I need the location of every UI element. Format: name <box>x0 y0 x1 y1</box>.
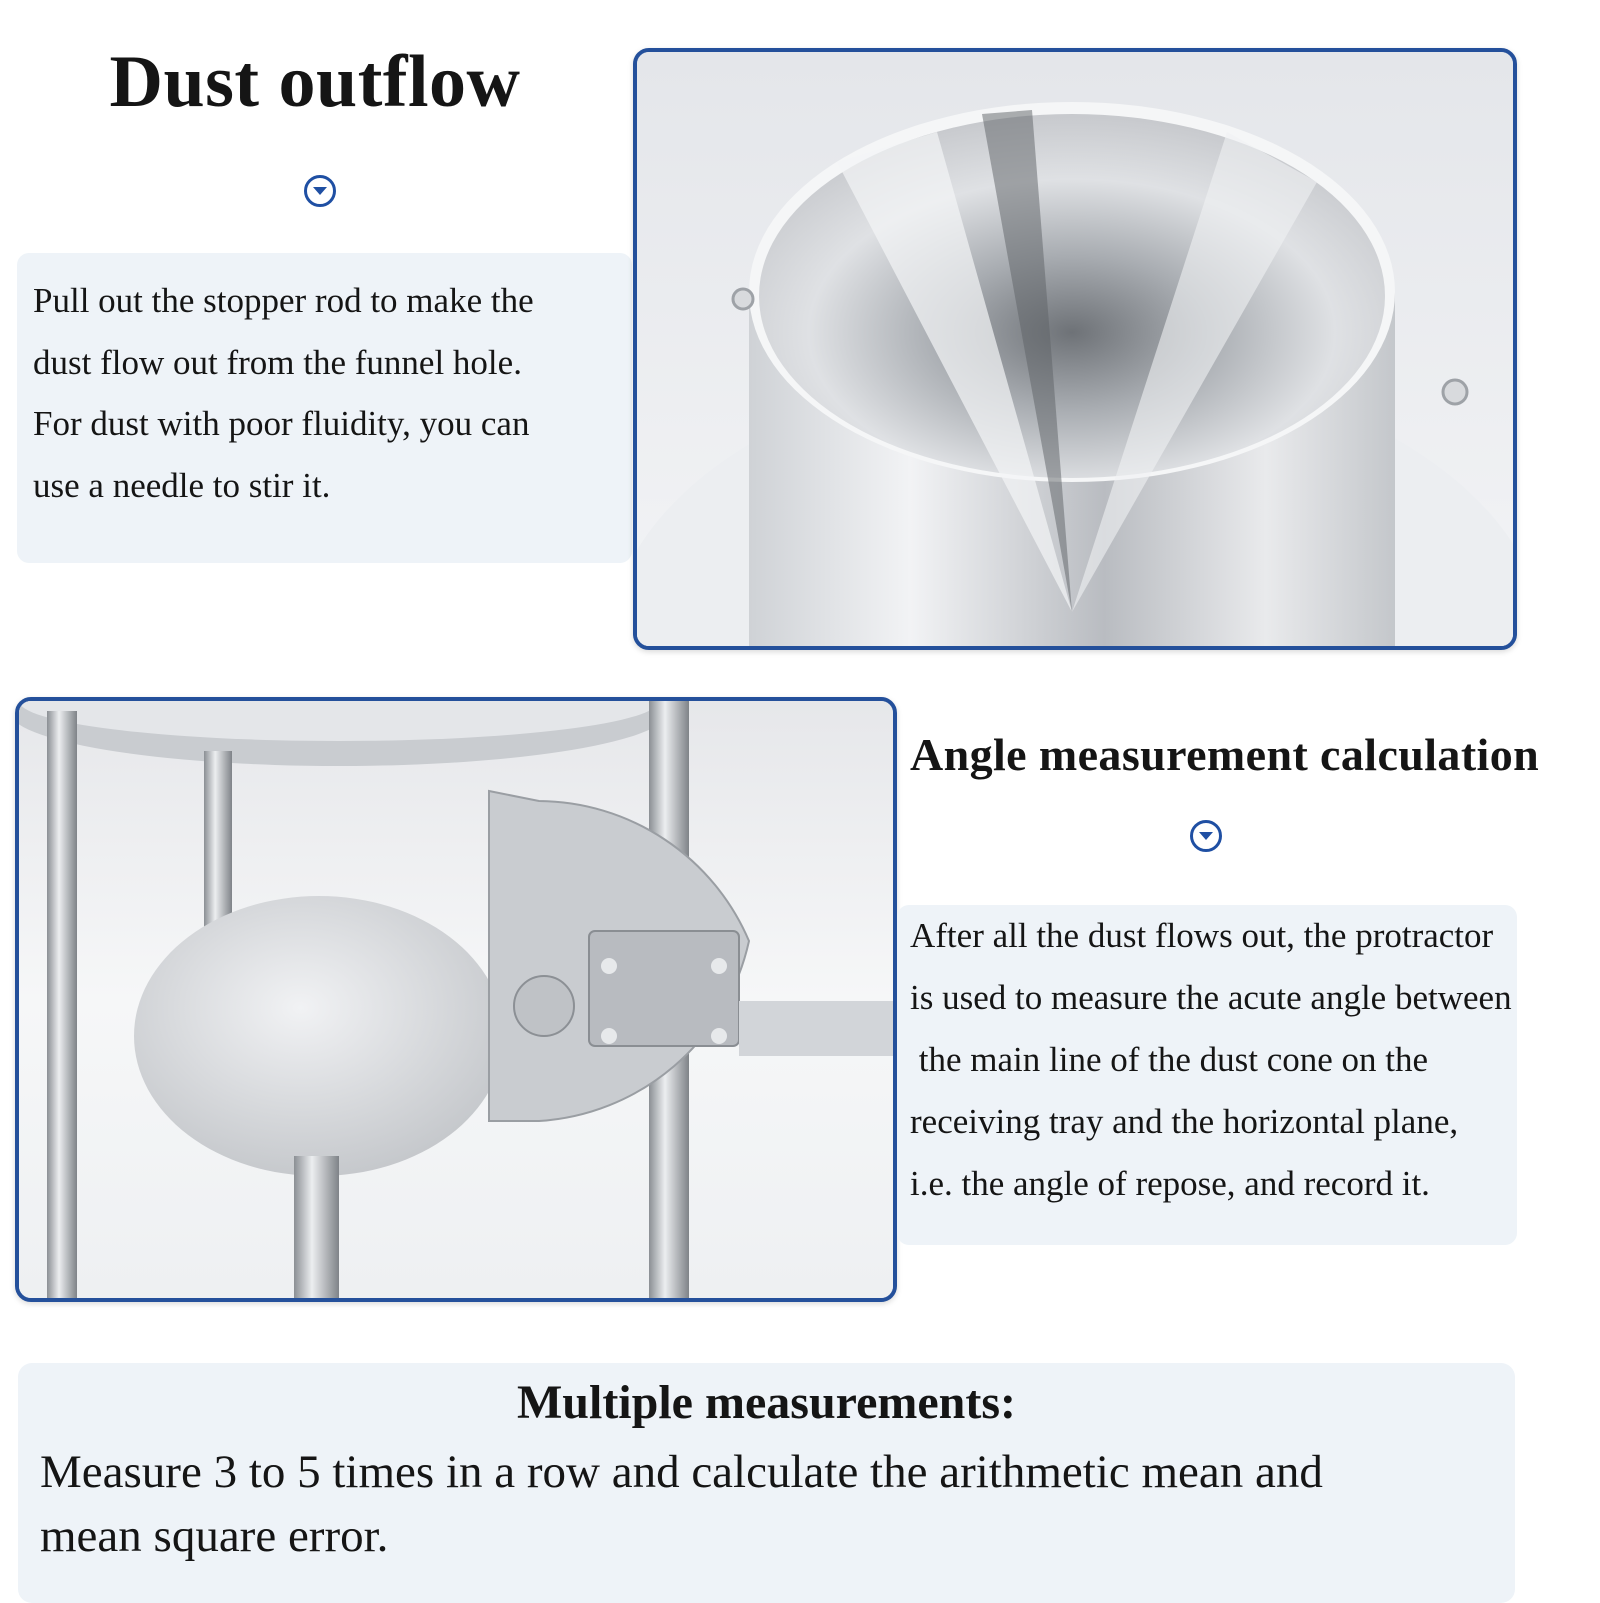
multiple-measurements-title: Multiple measurements: <box>516 1376 1017 1429</box>
chevron-down-circle-icon <box>304 175 336 207</box>
angle-measurement-title: Angle measurement calculation <box>910 729 1540 780</box>
angle-measurement-text <box>910 905 1600 1215</box>
multiple-measurements-line: mean square error. <box>40 1510 389 1562</box>
funnel-photo <box>633 48 1517 650</box>
protractor-stand-photo <box>15 697 897 1302</box>
dust-outflow-text <box>33 270 633 516</box>
dust-outflow-line: use a needle to stir it. <box>33 465 331 505</box>
angle-measurement-line: After all the dust flows out, the protractor <box>910 916 1494 955</box>
angle-measurement-line: receiving tray and the horizontal plane, <box>910 1102 1459 1141</box>
dust-outflow-line: For dust with poor fluidity, you can <box>33 404 530 443</box>
dust-outflow-line: Pull out the stopper rod to make the <box>33 281 534 320</box>
angle-measurement-line: is used to measure the acute angle between <box>910 978 1512 1017</box>
multiple-measurements-line: Measure 3 to 5 times in a row and calculate the arithmetic mean and <box>40 1446 1323 1498</box>
dust-outflow-title: Dust outflow <box>109 41 521 123</box>
angle-measurement-line: the main line of the dust cone on the <box>910 1040 1429 1079</box>
chevron-down-circle-icon <box>1190 820 1222 852</box>
multiple-measurements-text <box>40 1440 1500 1568</box>
dust-outflow-line: dust flow out from the funnel hole. <box>33 342 522 382</box>
angle-measurement-line: i.e. the angle of repose, and record it. <box>910 1164 1430 1203</box>
